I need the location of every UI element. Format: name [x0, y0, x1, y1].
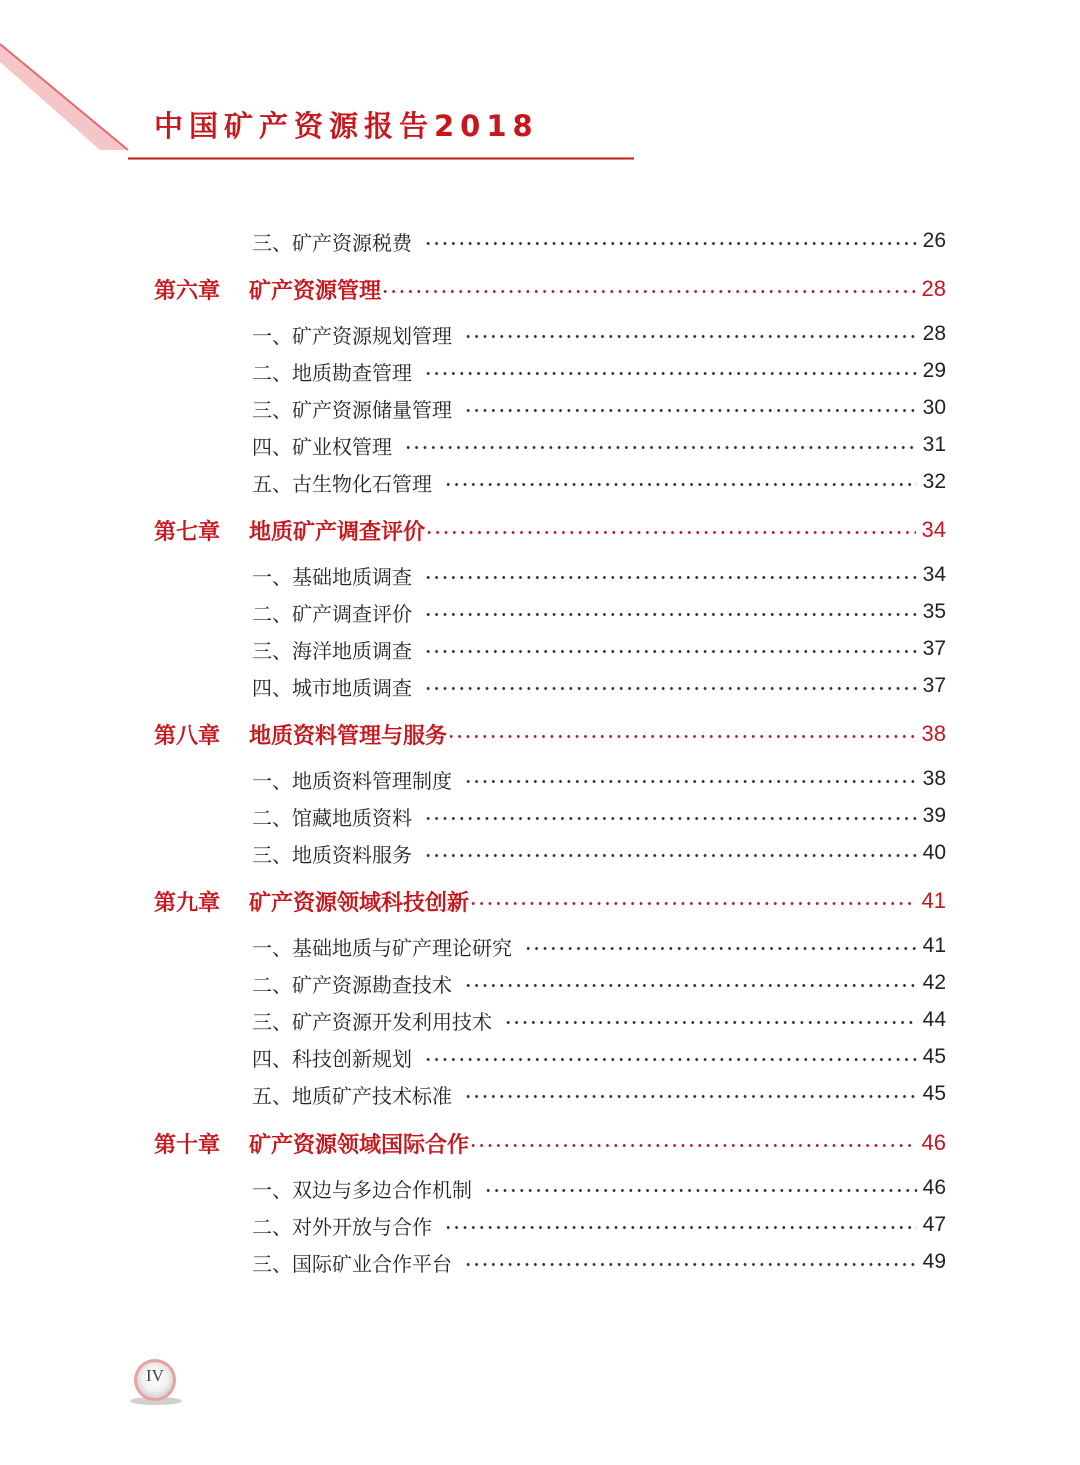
- chapter-number: 第七章: [154, 519, 221, 545]
- toc-section-entry[interactable]: [252, 224, 946, 258]
- toc-section-entry[interactable]: [252, 1003, 946, 1037]
- dot-leader: [464, 1095, 917, 1098]
- section-title: 三、海洋地质调查: [252, 638, 412, 663]
- dot-leader: [469, 1144, 916, 1147]
- toc-section-entry[interactable]: [252, 799, 946, 833]
- section-title: 一、基础地质调查: [252, 564, 412, 589]
- section-title: 二、矿产调查评价: [252, 601, 412, 626]
- page-ref: 29: [922, 359, 946, 382]
- page-ref: 45: [922, 1082, 946, 1105]
- toc-section-entry[interactable]: [252, 428, 946, 462]
- dot-leader: [424, 372, 917, 375]
- page-ref: 34: [921, 517, 946, 542]
- dot-leader: [524, 947, 917, 950]
- section-title: 四、矿业权管理: [252, 434, 392, 459]
- dot-leader: [424, 650, 917, 653]
- toc-section-entry[interactable]: [252, 354, 946, 388]
- chapter-title: 矿产资源领域国际合作: [249, 1132, 470, 1158]
- dot-leader: [464, 1263, 917, 1266]
- toc-chapter-entry[interactable]: [154, 272, 946, 306]
- dot-leader: [464, 780, 917, 783]
- page-ref: 30: [922, 396, 946, 419]
- chapter-number: 第六章: [154, 278, 221, 304]
- dot-leader: [424, 576, 917, 579]
- toc-section-entry[interactable]: [252, 966, 946, 1000]
- dot-leader: [484, 1189, 917, 1192]
- dot-leader: [424, 817, 917, 820]
- page-ref: 37: [922, 674, 946, 697]
- dot-leader: [424, 613, 917, 616]
- toc-section-entry[interactable]: [252, 929, 946, 963]
- section-title: 三、矿产资源储量管理: [252, 397, 452, 422]
- toc-section-entry[interactable]: [252, 1077, 946, 1111]
- toc-section-entry[interactable]: [252, 595, 946, 629]
- dot-leader: [424, 242, 917, 245]
- section-title: 二、馆藏地质资料: [252, 805, 412, 830]
- chapter-number: 第九章: [154, 890, 221, 916]
- toc-section-entry[interactable]: [252, 391, 946, 425]
- chapter-title: 矿产资源管理: [249, 278, 382, 304]
- page-ref: 34: [922, 563, 946, 586]
- report-title: 中国矿产资源报告2018: [154, 109, 539, 143]
- page-ref: 37: [922, 637, 946, 660]
- page-ref: 49: [922, 1250, 946, 1273]
- toc-section-entry[interactable]: [252, 1171, 946, 1205]
- toc-section-entry[interactable]: [252, 317, 946, 351]
- page-ref: 28: [921, 276, 946, 301]
- page-ref: 38: [921, 721, 946, 746]
- toc-section-entry[interactable]: [252, 669, 946, 703]
- toc-chapter-entry[interactable]: [154, 1126, 946, 1160]
- page-ref: 41: [922, 934, 946, 957]
- dot-leader: [444, 1226, 917, 1229]
- page-ref: 45: [922, 1045, 946, 1068]
- page-ref: 35: [922, 600, 946, 623]
- chapter-number: 第十章: [154, 1132, 221, 1158]
- dot-leader: [444, 483, 917, 486]
- toc-chapter-entry[interactable]: [154, 513, 946, 547]
- section-title: 五、古生物化石管理: [252, 471, 432, 496]
- dot-leader: [464, 409, 917, 412]
- page-ref: 40: [922, 841, 946, 864]
- dot-leader: [381, 290, 916, 293]
- section-title: 一、地质资料管理制度: [252, 768, 452, 793]
- dot-leader: [424, 687, 917, 690]
- section-title: 三、国际矿业合作平台: [252, 1251, 452, 1276]
- page-ref: 42: [922, 971, 946, 994]
- dot-leader: [469, 902, 916, 905]
- page-ref: 31: [922, 433, 946, 456]
- toc-section-entry[interactable]: [252, 632, 946, 666]
- chapter-title: 矿产资源领域科技创新: [249, 890, 470, 916]
- section-title: 二、矿产资源勘查技术: [252, 972, 452, 997]
- dot-leader: [424, 1058, 917, 1061]
- section-title: 三、矿产资源开发利用技术: [252, 1009, 492, 1034]
- chapter-title: 地质资料管理与服务: [249, 723, 448, 749]
- toc-section-entry[interactable]: [252, 558, 946, 592]
- section-title: 四、科技创新规划: [252, 1046, 412, 1071]
- toc-section-entry[interactable]: [252, 762, 946, 796]
- page-ref: 47: [922, 1213, 946, 1236]
- page-ref: 46: [921, 1130, 946, 1155]
- section-title: 四、城市地质调查: [252, 675, 412, 700]
- toc-section-entry[interactable]: [252, 836, 946, 870]
- section-title: 五、地质矿产技术标准: [252, 1083, 452, 1108]
- section-title: 二、对外开放与合作: [252, 1214, 432, 1239]
- toc-section-entry[interactable]: [252, 1040, 946, 1074]
- page-number: IV: [146, 1366, 164, 1385]
- toc-section-entry[interactable]: [252, 1208, 946, 1242]
- page-ref: 26: [922, 229, 946, 252]
- section-title: 一、基础地质与矿产理论研究: [252, 935, 512, 960]
- section-title: 三、地质资料服务: [252, 842, 412, 867]
- chapter-number: 第八章: [154, 723, 221, 749]
- section-title: 三、矿产资源税费: [252, 230, 412, 255]
- page-ref: 44: [922, 1008, 946, 1031]
- page-ref: 46: [922, 1176, 946, 1199]
- dot-leader: [447, 735, 916, 738]
- page-ref: 38: [922, 767, 946, 790]
- dot-leader: [425, 531, 916, 534]
- page-ref: 39: [922, 804, 946, 827]
- toc-chapter-entry[interactable]: [154, 717, 946, 751]
- section-title: 一、矿产资源规划管理: [252, 323, 452, 348]
- section-title: 二、地质勘查管理: [252, 360, 412, 385]
- page-ref: 28: [922, 322, 946, 345]
- toc-section-entry[interactable]: [252, 465, 946, 499]
- page-number-badge: [126, 1355, 188, 1417]
- dot-leader: [404, 446, 917, 449]
- chapter-title: 地质矿产调查评价: [249, 519, 426, 545]
- toc-section-entry[interactable]: [252, 1245, 946, 1279]
- dot-leader: [504, 1021, 917, 1024]
- page-ref: 41: [921, 888, 946, 913]
- page-ref: 32: [922, 470, 946, 493]
- dot-leader: [424, 854, 917, 857]
- section-title: 一、双边与多边合作机制: [252, 1177, 472, 1202]
- dot-leader: [464, 335, 917, 338]
- dot-leader: [464, 984, 917, 987]
- toc-chapter-entry[interactable]: [154, 884, 946, 918]
